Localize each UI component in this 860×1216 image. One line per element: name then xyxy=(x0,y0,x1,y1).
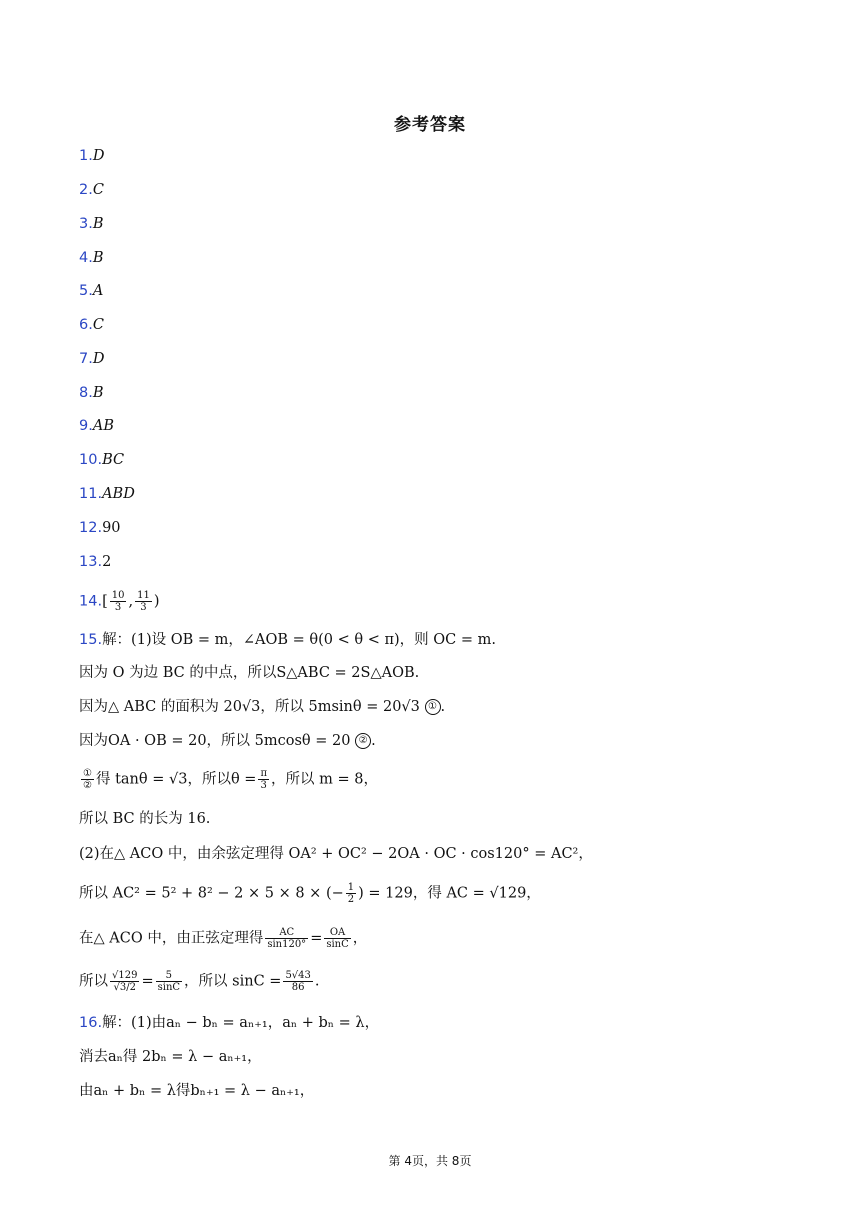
answer-number: 12. xyxy=(79,520,103,536)
q15-line-2: 因为 O 为边 BC 的中点，所以S△ABC = 2S△AOB. xyxy=(79,665,420,681)
q16-line-1: 16.解：(1)由aₙ − bₙ = aₙ₊₁，aₙ + bₙ = λ， xyxy=(79,1015,380,1031)
answer-value: ABD xyxy=(102,486,135,502)
answer-value: B xyxy=(92,385,104,401)
q16-line-2: 消去aₙ得 2bₙ = λ − aₙ₊₁， xyxy=(79,1049,262,1065)
answer-12 xyxy=(79,518,121,538)
answer-14: 14.[ $\frac{10}{3}$ , $\frac{11}{3}$ ) xyxy=(79,590,160,613)
fraction: $\frac{1}{2}$ xyxy=(347,882,355,905)
q15-line-5: $\frac{\text{①}}{\text{②}}$ 得 tanθ = √3，所以θ = $\frac{\pi}{3}$ ，所以 m = 8， xyxy=(83,768,378,791)
answer-number: 7. xyxy=(79,351,93,367)
page-title: 参考答案 xyxy=(394,115,466,135)
answer-value: C xyxy=(92,182,104,198)
answer-number: 5. xyxy=(79,283,93,299)
answer-10 xyxy=(79,450,124,470)
answer-3 xyxy=(79,214,104,234)
answer-number: 1. xyxy=(79,148,93,164)
answer-number: 11. xyxy=(79,486,103,502)
answer-11 xyxy=(79,484,135,504)
fraction: $\frac{AC}{\sin 120^\circ}$ xyxy=(267,927,307,950)
answer-number: 9. xyxy=(79,418,93,434)
fraction: $\frac{5√43}{86}$ xyxy=(285,970,311,993)
answer-7 xyxy=(79,349,104,369)
answer-value: A xyxy=(92,283,104,299)
fraction: $\frac{\pi}{3}$ xyxy=(260,768,268,791)
answer-number: 2. xyxy=(79,182,93,198)
answer-value: 2 xyxy=(102,554,112,570)
answer-number: 3. xyxy=(79,216,93,232)
answer-number: 16. xyxy=(79,1015,103,1031)
answer-9 xyxy=(79,416,114,436)
answer-5 xyxy=(79,281,103,301)
answer-number: 14. xyxy=(79,593,103,610)
fraction: $\frac{10}{3}$ xyxy=(111,590,125,613)
q16-line-3: 由aₙ + bₙ = λ得bₙ₊₁ = λ − aₙ₊₁， xyxy=(79,1083,315,1099)
q15-line-8: 所以 AC² = 5² + 8² − 2 × 5 × 8 × (− $\frac{1}{2}$ ) = 129，得 AC = √129， xyxy=(79,882,541,905)
answer-8 xyxy=(79,383,104,403)
answer-number: 8. xyxy=(79,385,93,401)
q15-line-7: (2)在△ ACO 中，由余弦定理得 OA² + OC² − 2OA · OC · cos120° = AC²， xyxy=(79,846,593,862)
answer-1 xyxy=(79,146,104,166)
answer-value: C xyxy=(92,317,104,333)
q15-line-3: 因为△ ABC 的面积为 20√3，所以 5msinθ = 20√3 ① . xyxy=(79,699,446,715)
answer-number: 15. xyxy=(79,632,103,648)
answer-value: D xyxy=(92,351,105,367)
answer-value: BC xyxy=(102,452,125,468)
answer-value: 90 xyxy=(102,520,121,536)
answer-number: 4. xyxy=(79,250,93,266)
answer-number: 13. xyxy=(79,554,103,570)
fraction: $\frac{11}{3}$ xyxy=(137,590,150,613)
q15-line-10: 所以 $\frac{√129}{√3/2}$ = $\frac{5}{\sin C}$ ，所以 sinC = $\frac{5√43}{86}$ . xyxy=(79,970,320,993)
page-footer: 第 4页，共 8页 xyxy=(388,1154,472,1168)
fraction: $\frac{5}{\sin C}$ xyxy=(157,970,181,993)
answer-13 xyxy=(79,552,111,572)
answer-6 xyxy=(79,315,104,335)
answer-number: 10. xyxy=(79,452,103,468)
answer-value: AB xyxy=(92,418,114,434)
answer-4 xyxy=(79,248,104,268)
answer-2 xyxy=(79,180,104,200)
q15-line-1: 15.解：(1)设 OB = m，∠AOB = θ(0 < θ < π)，则 OC = m. xyxy=(79,632,496,648)
fraction: $\frac{\text{①}}{\text{②}}$ xyxy=(83,768,92,791)
answer-number: 6. xyxy=(79,317,93,333)
fraction: $\frac{√129}{√3/2}$ xyxy=(112,970,138,993)
fraction: $\frac{OA}{\sin C}$ xyxy=(326,927,349,950)
answer-value: B xyxy=(92,250,104,266)
answer-value: D xyxy=(92,148,105,164)
q15-line-6: 所以 BC 的长为 16. xyxy=(79,811,211,827)
q15-line-4: 因为OA · OB = 20，所以 5mcosθ = 20 ② . xyxy=(79,733,376,749)
answer-value: B xyxy=(92,216,104,232)
q15-line-9: 在△ ACO 中，由正弦定理得 $\frac{AC}{\sin 120^\circ}$ = $\frac{OA}{\sin C}$ ， xyxy=(79,927,368,950)
